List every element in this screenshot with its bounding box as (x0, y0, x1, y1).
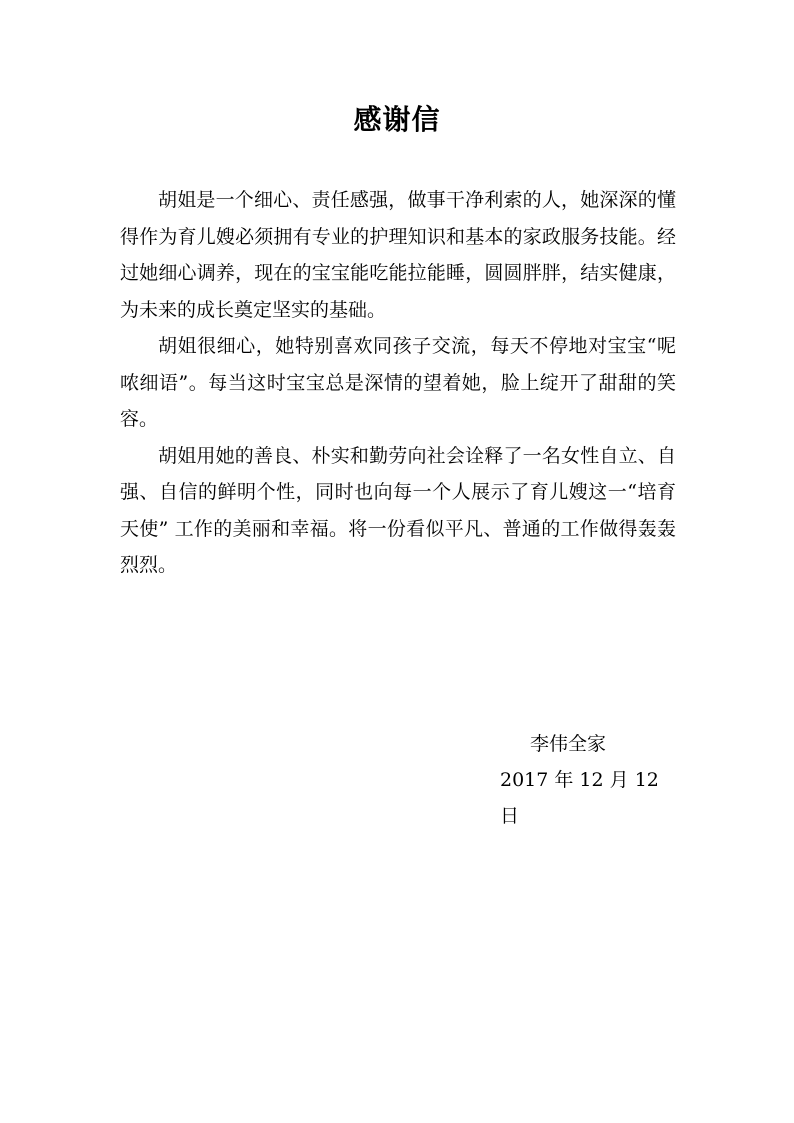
signature-block (480, 726, 660, 834)
paragraph-3: 胡姐用她的善良、朴实和勤劳向社会诠释了一名女性自立、自强、自信的鲜明个性，同时也向每一个人展示了育儿嫂这一“培育天使” 工作的美丽和幸福。将一份看似平凡、普通的工作做得轰轰烈烈。 (120, 444, 676, 576)
letter-date: 2017 年 12 月 12 日 (500, 769, 659, 827)
letter-title: 感谢信 (353, 103, 441, 136)
paragraph-2: 胡姐很细心，她特别喜欢同孩子交流，每天不停地对宝宝“呢哝细语”。每当这时宝宝总是深情的望着她，脸上绽开了甜甜的笑容。 (120, 335, 676, 430)
letter-body (120, 182, 676, 584)
signer-name: 李伟全家 (530, 733, 607, 755)
paragraph-1: 胡姐是一个细心、责任感强，做事干净利索的人，她深深的懂得作为育儿嫂必须拥有专业的护理知识和基本的家政服务技能。经过她细心调养，现在的宝宝能吃能拉能睡，圆圆胖胖，结实健康，为未来的成长奠定坚实的基础。 (120, 189, 676, 321)
